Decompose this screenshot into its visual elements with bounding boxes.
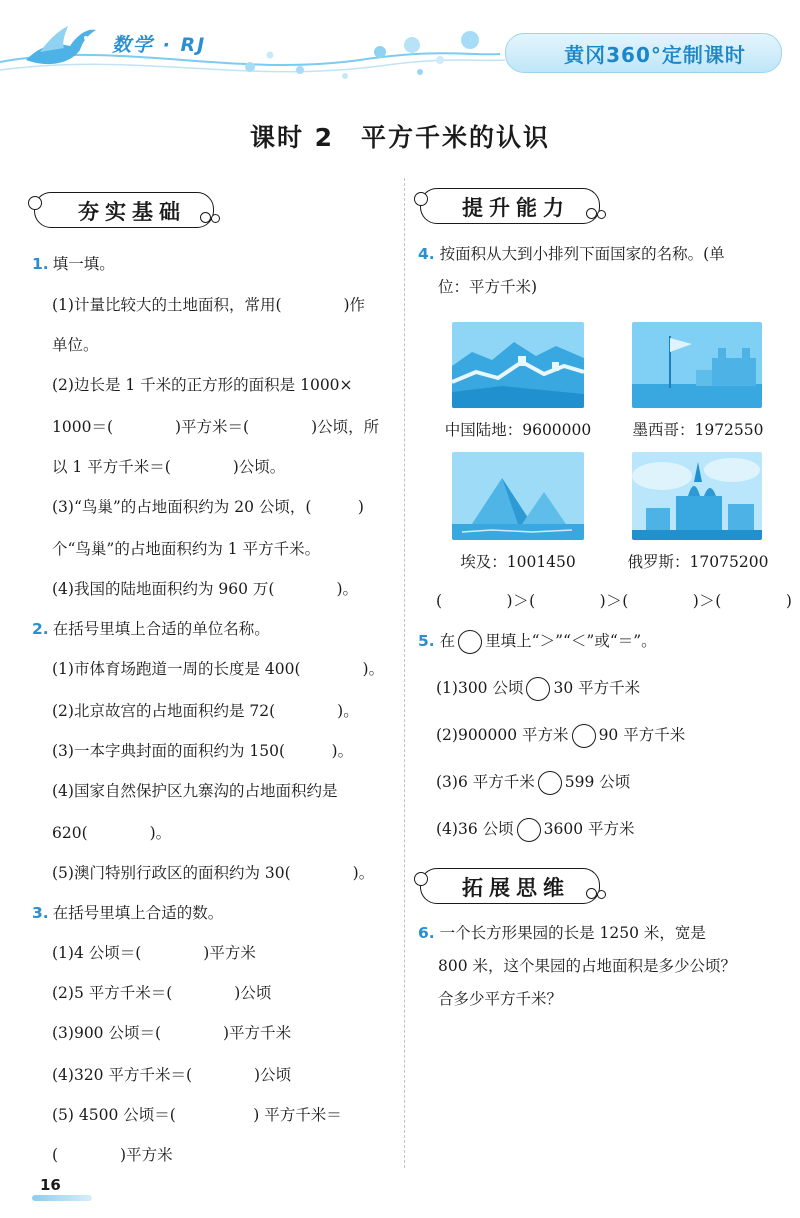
answer-circle-2[interactable] [572,724,596,748]
pyramids-photo [452,452,584,540]
q5-item-3-right: 599 公顷 [564,773,631,791]
question-text: 在括号里填上合适的单位名称。 [52,620,270,638]
answer-circle-1[interactable] [526,677,550,701]
question-text: (3)900 公顷＝( )平方千米 [52,1024,292,1042]
left-line-12 [52,700,359,722]
q5-item-2-left: (2)900000 平方米 [436,726,569,744]
caption-china: 中国陆地：9600000 [444,421,592,439]
left-line-17 [32,902,223,924]
left-line-4 [52,374,353,396]
q5-text-after: 里填上“＞”“＜”或“＝”。 [485,632,657,650]
left-line-16 [52,862,374,884]
q4-text-2: 位：平方千米) [438,278,538,296]
question-text: (5)澳门特别行政区的面积约为 30( )。 [52,864,375,882]
series-title: 黄冈360°定制课时 [564,43,746,67]
section-title-basics: 夯实基础 [78,200,186,224]
left-line-5 [52,416,379,438]
question-text: (5) 4500 公顷＝( ) 平方千米＝ [52,1106,342,1124]
column-divider [404,178,405,1168]
answer-circle-4[interactable] [517,818,541,842]
subject-label: 数学 · RJ [112,34,207,56]
q6-text-3: 合多少平方千米？ [438,990,563,1008]
q6-text-1: 一个长方形果园的长是 1250 米，宽是 [439,924,706,942]
left-line-14 [52,780,337,802]
question-text: 1000＝( )平方米＝( )公顷，所 [52,418,380,436]
lesson-title: 课时 2 平方千米的认识 [249,123,551,152]
question-text: 620( )。 [52,824,172,842]
q5-line [418,630,657,654]
caption-mexico: 墨西哥：1972550 [632,421,764,439]
compare-circle-icon [458,630,482,654]
q5-item-4-right: 3600 平方米 [543,820,635,838]
question-text: (4)国家自然保护区九寨沟的占地面积约是 [52,782,338,800]
question-text: 在括号里填上合适的数。 [52,904,224,922]
left-line-21 [52,1064,291,1086]
q5-item-1 [436,677,640,701]
caption-egypt: 埃及：1001450 [460,553,576,571]
question-text: (3)“鸟巢”的占地面积约为 20 公顷，( ) [52,498,364,516]
question-text: 个“鸟巢”的占地面积约为 1 平方千米。 [52,540,321,558]
q5-item-1-right: 30 平方千米 [553,679,641,697]
question-text: (4)我国的陆地面积约为 960 万( )。 [52,580,358,598]
left-line-22 [52,1104,342,1126]
left-line-10 [32,618,270,640]
great-wall-photo [452,322,584,408]
q6-text-2: 800 米，这个果园的占地面积是多少公顷？ [438,957,737,975]
q5-item-2-right: 90 平方千米 [598,726,686,744]
left-line-20 [52,1022,291,1044]
question-text: (1)4 公顷＝( )平方米 [52,944,256,962]
question-text: 填一填。 [52,255,115,273]
question-text: (1)计量比较大的土地面积，常用( )作 [52,296,366,314]
left-line-11 [52,658,384,680]
q5-item-3 [436,771,630,795]
question-text: 单位。 [52,336,99,354]
question-text: 以 1 平方千米＝( )公顷。 [52,458,286,476]
question-text: (4)320 平方千米＝( )公顷 [52,1066,292,1084]
kremlin-photo [632,452,762,540]
question-text: (2)北京故宫的占地面积约是 72( )。 [52,702,359,720]
question-number: 1. [32,255,49,273]
question-text: ( )平方米 [52,1146,173,1164]
q5-item-1-left: (1)300 公顷 [436,679,524,697]
bird-logo-icon [20,16,100,74]
question-text: (3)一本字典封面的面积约为 150( )。 [52,742,354,760]
q4-line1 [418,243,725,265]
section-badge-basics [34,192,224,228]
q6-line1 [418,922,706,944]
q5-number: 5. [418,632,435,650]
left-line-23 [52,1144,173,1166]
q4-number: 4. [418,245,435,263]
left-line-8 [52,538,320,560]
section-badge-improve [420,188,610,224]
question-number: 2. [32,620,49,638]
answer-circle-3[interactable] [538,771,562,795]
mexico-square-photo [632,322,762,408]
section-title-improve: 提升能力 [462,196,570,220]
q5-item-3-left: (3)6 平方千米 [436,773,535,791]
left-line-1 [32,253,115,275]
q6-number: 6. [418,924,435,942]
left-line-19 [52,982,271,1004]
left-line-2 [52,294,365,316]
left-line-7 [52,496,364,518]
q5-item-4 [436,818,634,842]
page-number-underline [32,1195,92,1201]
caption-russia: 俄罗斯：17075200 [627,553,769,571]
left-line-3 [52,334,99,356]
q5-text-before: 在 [439,632,456,650]
question-text: (2)5 平方千米＝( )公顷 [52,984,272,1002]
q4-text-1: 按面积从大到小排列下面国家的名称。(单 [439,245,725,263]
question-text: (1)市体育场跑道一周的长度是 400( )。 [52,660,385,678]
section-badge-extend [420,868,610,904]
section-title-extend: 拓展思维 [462,876,570,900]
q5-item-4-left: (4)36 公顷 [436,820,514,838]
left-line-15 [52,822,171,844]
question-number: 3. [32,904,49,922]
page-number: 16 [40,1176,61,1194]
left-line-6 [52,456,285,478]
left-line-18 [52,942,256,964]
left-line-9 [52,578,358,600]
question-text: (2)边长是 1 千米的正方形的面积是 1000× [52,376,353,394]
q4-order-blanks: ( )＞( )＞( )＞( ) [436,592,793,610]
q5-item-2 [436,724,685,748]
left-line-13 [52,740,353,762]
